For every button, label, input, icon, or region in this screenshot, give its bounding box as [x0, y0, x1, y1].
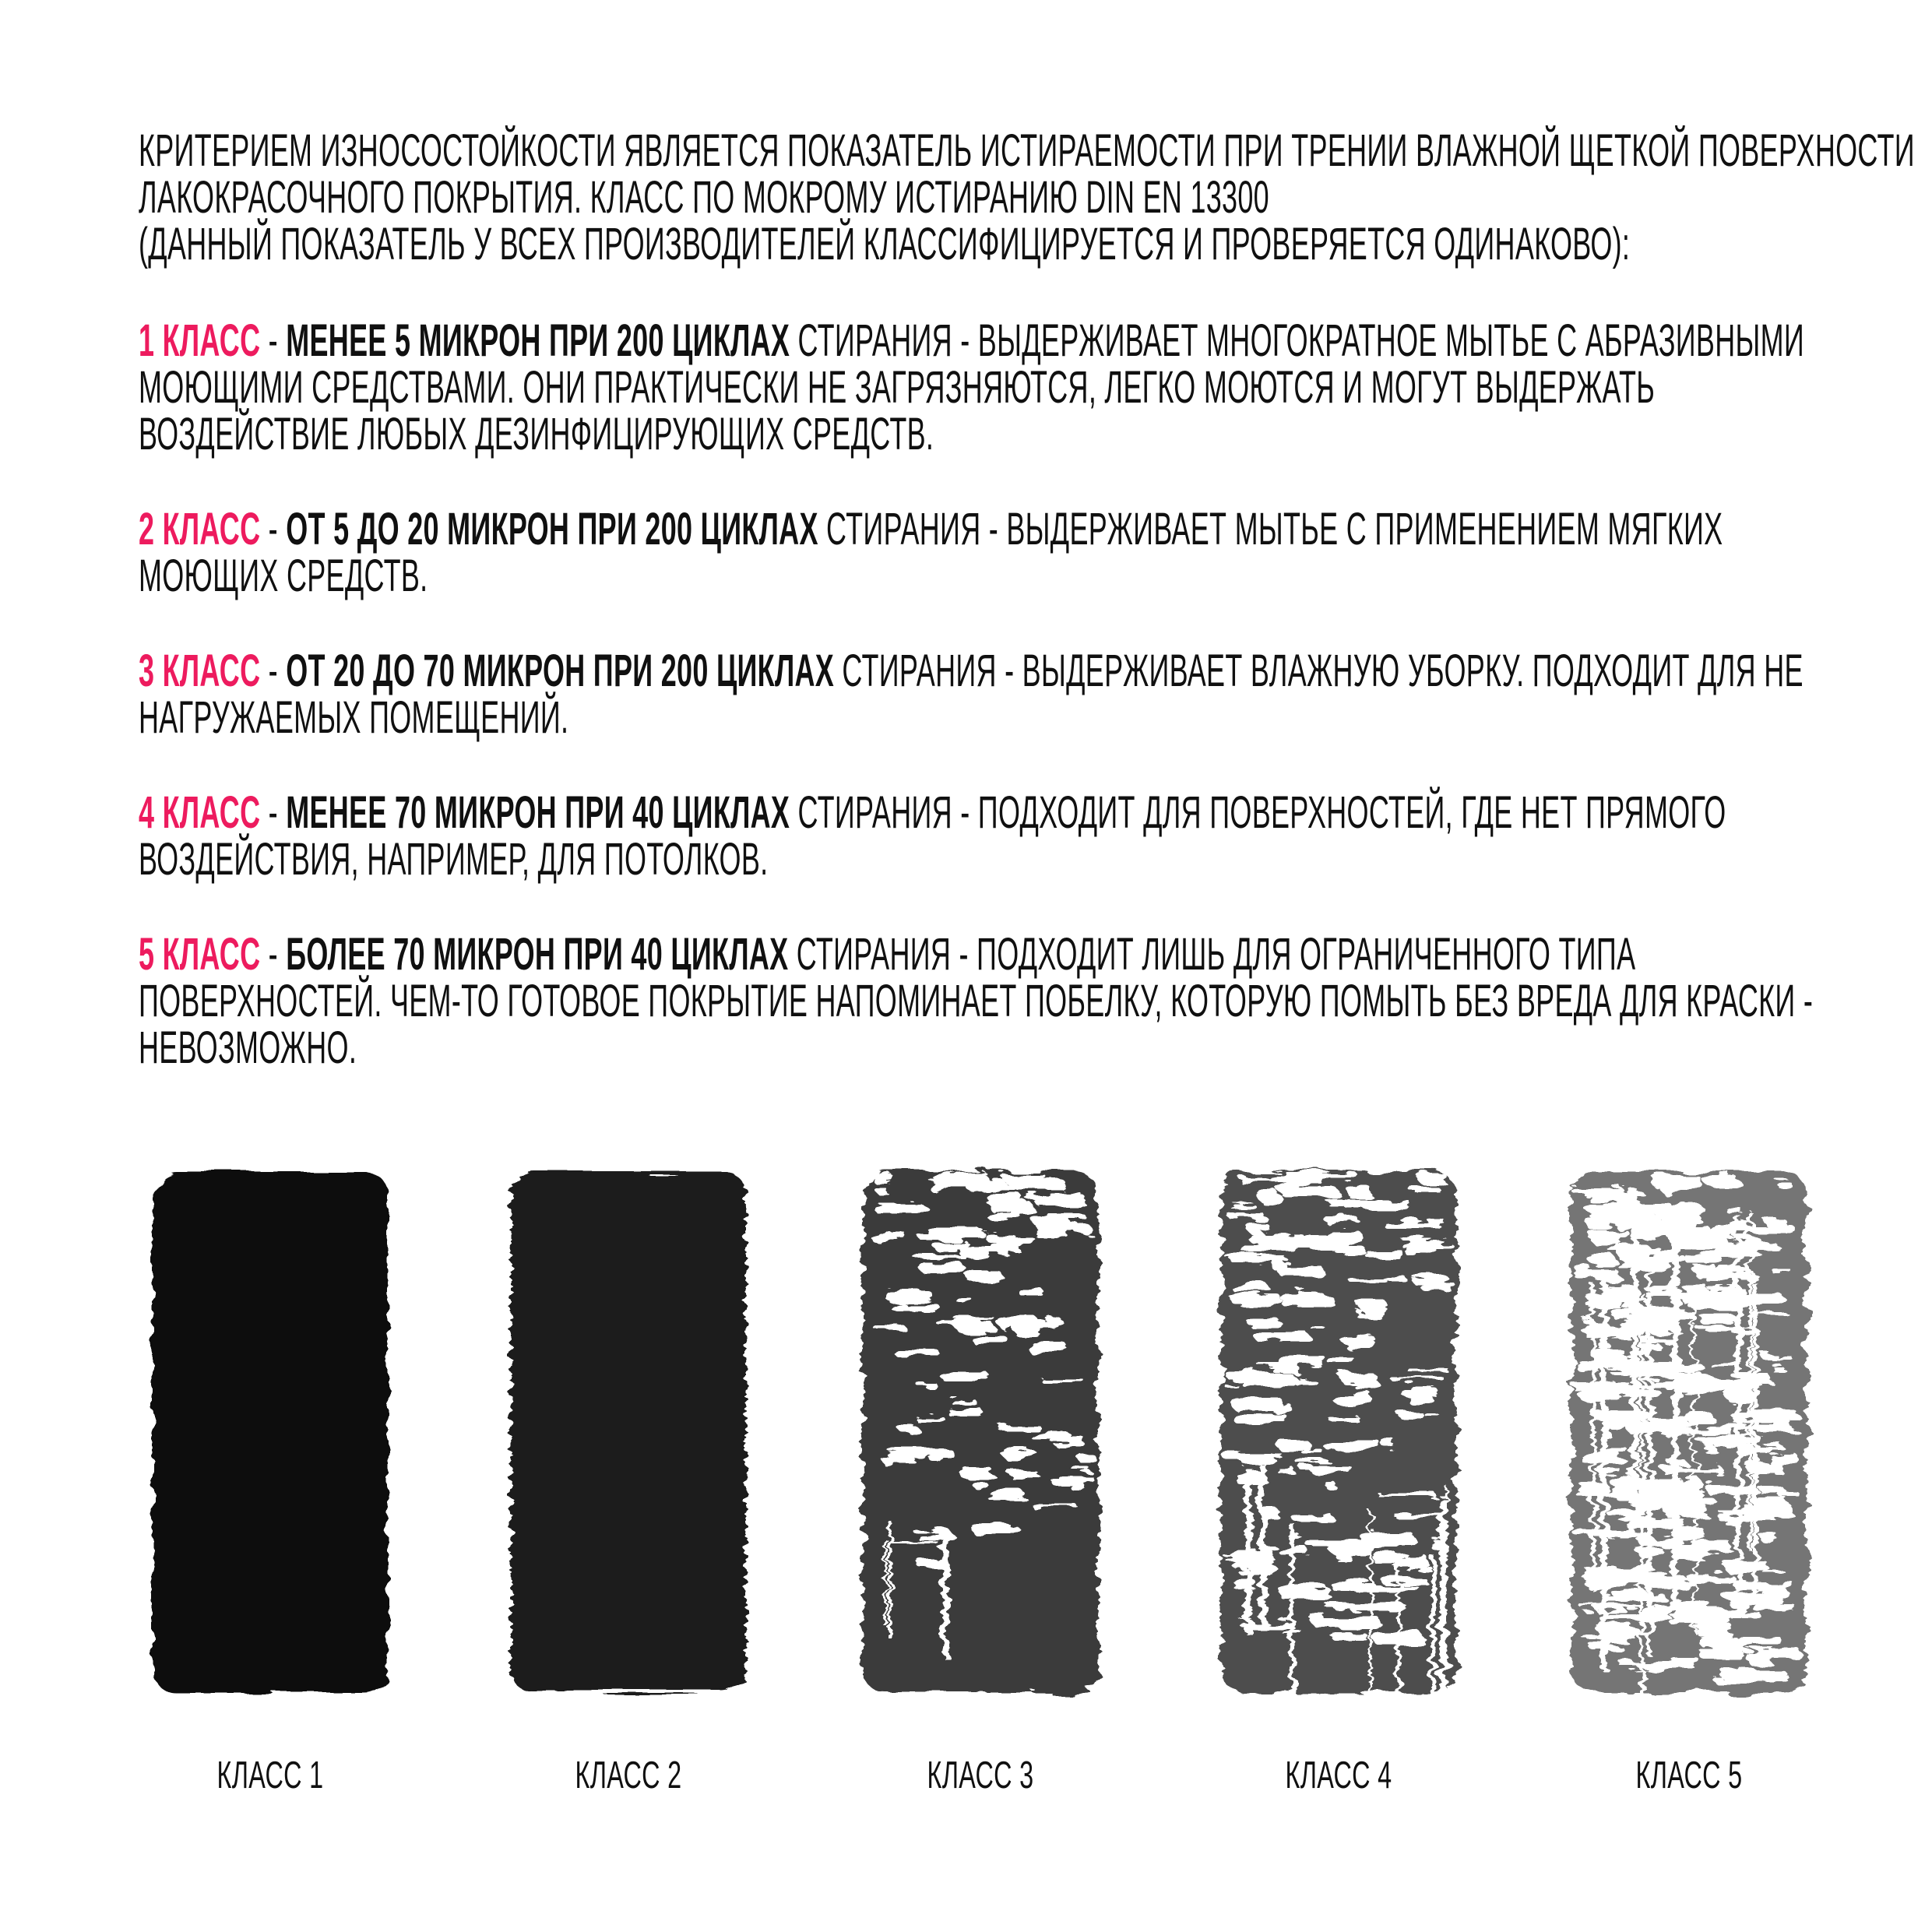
swatch-label-class-1: КЛАСС 1 — [216, 1754, 324, 1797]
class-1-label: 1 КЛАСС — [139, 315, 261, 366]
wear-swatch-class-4 — [1209, 1163, 1469, 1702]
class-1-criterion: МЕНЕЕ 5 МИКРОН ПРИ 200 ЦИКЛАХ — [286, 315, 790, 366]
class-1-description — [139, 315, 1867, 459]
wear-swatch-class-2 — [498, 1163, 758, 1702]
class-5-dash: - — [260, 929, 287, 980]
class-5-description — [139, 931, 1867, 1072]
class-2-text: СТИРАНИЯ - ВЫДЕРЖИВАЕТ МЫТЬЕ С ПРИМЕНЕНИЕМ МЯГКИХ МОЮЩИХ СРЕДСТВ. — [139, 504, 1723, 601]
class-3-text: СТИРАНИЯ - ВЫДЕРЖИВАЕТ ВЛАЖНУЮ УБОРКУ. ПОДХОДИТ ДЛЯ НЕ НАГРУЖАЕМЫХ ПОМЕЩЕНИЙ. — [139, 646, 1804, 743]
wear-swatch-class-5 — [1559, 1163, 1819, 1702]
class-5-label: 5 КЛАСС — [139, 929, 261, 980]
class-2-criterion: ОТ 5 ДО 20 МИКРОН ПРИ 200 ЦИКЛАХ — [286, 504, 818, 554]
intro-line-2: ЛАКОКРАСОЧНОГО ПОКРЫТИЯ. КЛАСС ПО МОКРОМУ ИСТИРАНИЮ DIN EN 13300 — [139, 172, 1269, 223]
class-1-text: СТИРАНИЯ - ВЫДЕРЖИВАЕТ МНОГОКРАТНОЕ МЫТЬЕ С АБРАЗИВНЫМИ МОЮЩИМИ СРЕДСТВАМИ. ОНИ ПРАКТИЧЕСКИ НЕ ЗАГРЯЗНЯЮТСЯ, ЛЕГКО МОЮТСЯ И МОГУТ ВЫДЕРЖАТЬ ВОЗДЕЙСТВИЕ ЛЮБЫХ ДЕЗИНФИЦИРУЮЩИХ СРЕДСТВ. — [139, 315, 1805, 459]
class-2-dash: - — [260, 504, 287, 554]
swatch-label-class-5: КЛАСС 5 — [1635, 1754, 1743, 1797]
class-4-dash: - — [260, 787, 287, 838]
class-2-label: 2 КЛАСС — [139, 504, 261, 554]
class-5-criterion: БОЛЕЕ 70 МИКРОН ПРИ 40 ЦИКЛАХ — [286, 929, 789, 980]
class-3-label: 3 КЛАСС — [139, 646, 261, 696]
class-4-description — [139, 787, 1867, 885]
swatch-label-class-3: КЛАСС 3 — [927, 1754, 1034, 1797]
class-1-dash: - — [260, 315, 287, 366]
class-5-text: СТИРАНИЯ - ПОДХОДИТ ЛИШЬ ДЛЯ ОГРАНИЧЕННОГО ТИПА ПОВЕРХНОСТЕЙ. ЧЕМ-ТО ГОТОВОЕ ПОКРЫТИЕ НАПОМИНАЕТ ПОБЕЛКУ, КОТОРУЮ ПОМЫТЬ БЕЗ ВРЕДА ДЛЯ КРАСКИ - НЕВОЗМОЖНО. — [139, 929, 1814, 1073]
swatch-label-class-2: КЛАСС 2 — [575, 1754, 682, 1797]
class-3-dash: - — [260, 646, 287, 696]
class-2-description — [139, 506, 1867, 600]
class-4-criterion: МЕНЕЕ 70 МИКРОН ПРИ 40 ЦИКЛАХ — [286, 787, 790, 838]
text-column — [139, 125, 1915, 1120]
intro-paragraph — [139, 125, 1915, 269]
wear-swatch-class-3 — [850, 1163, 1110, 1702]
wear-swatch-class-1 — [140, 1163, 400, 1702]
intro-line-1: КРИТЕРИЕМ ИЗНОСОСТОЙКОСТИ ЯВЛЯЕТСЯ ПОКАЗАТЕЛЬ ИСТИРАЕМОСТИ ПРИ ТРЕНИИ ВЛАЖНОЙ ЩЕТКОЙ ПОВЕРХНОСТИ — [139, 125, 1915, 176]
class-3-criterion: ОТ 20 ДО 70 МИКРОН ПРИ 200 ЦИКЛАХ — [286, 646, 835, 696]
swatch-label-class-4: КЛАСС 4 — [1285, 1754, 1392, 1797]
intro-line-3: (ДАННЫЙ ПОКАЗАТЕЛЬ У ВСЕХ ПРОИЗВОДИТЕЛЕЙ КЛАССИФИЦИРУЕТСЯ И ПРОВЕРЯЕТСЯ ОДИНАКОВО): — [139, 219, 1631, 269]
class-4-label: 4 КЛАСС — [139, 787, 261, 838]
class-3-description — [139, 648, 1867, 741]
class-4-text: СТИРАНИЯ - ПОДХОДИТ ДЛЯ ПОВЕРХНОСТЕЙ, ГДЕ НЕТ ПРЯМОГО ВОЗДЕЙСТВИЯ, НАПРИМЕР, ДЛЯ ПОТОЛКОВ. — [139, 787, 1726, 885]
